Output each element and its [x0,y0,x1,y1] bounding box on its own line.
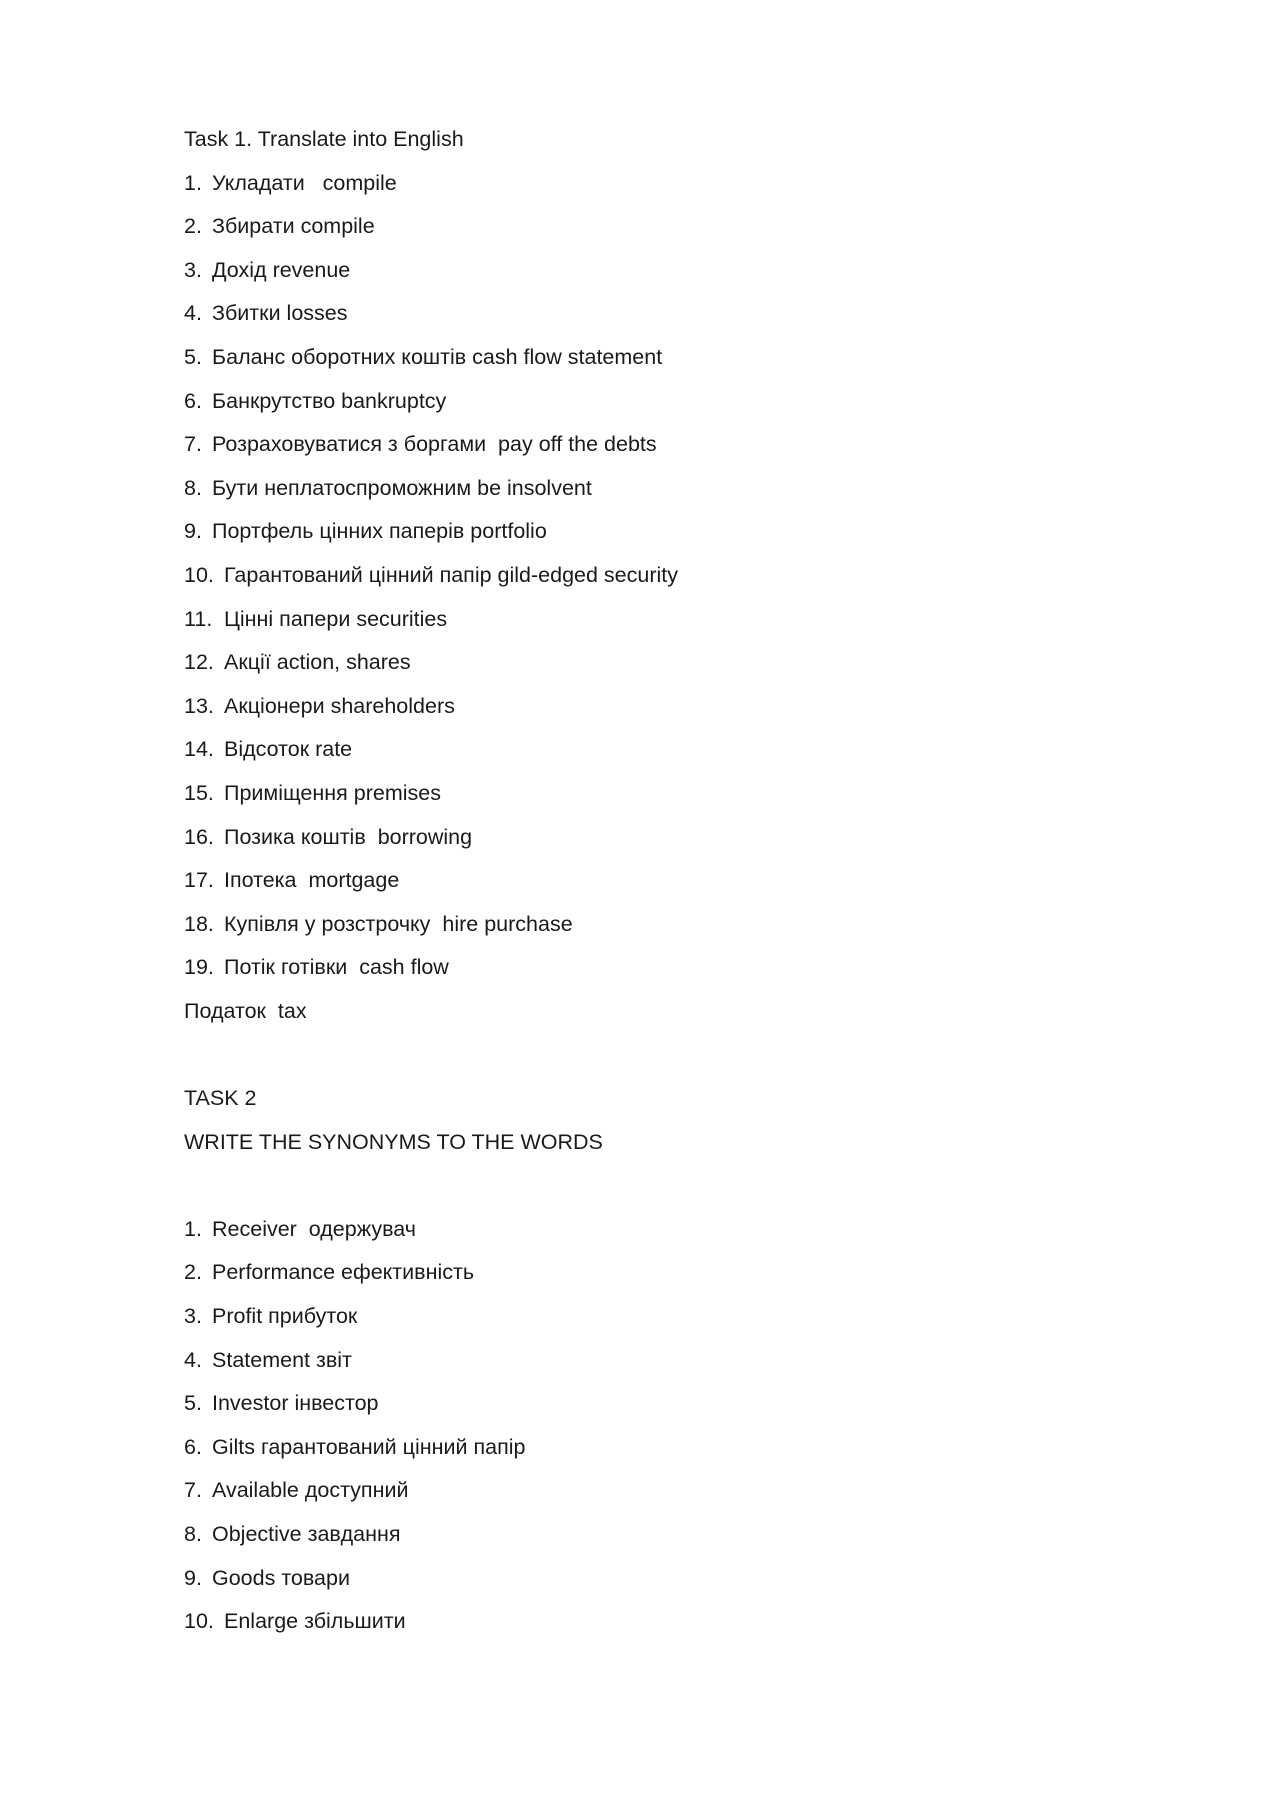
list-item-text: Цінні папери securities [224,606,448,631]
list-item-number: 2. [184,1260,202,1285]
task1-list [184,162,1084,990]
list-item-number: 3. [184,257,202,282]
list-item [184,510,1084,554]
list-item-text: Available доступний [212,1478,409,1503]
list-item-text: Збитки losses [212,301,348,326]
list-item [184,1382,1084,1426]
list-item [184,946,1084,990]
list-item [184,1339,1084,1383]
list-item [184,1426,1084,1470]
list-item-number: 4. [184,301,202,326]
list-item [184,336,1084,380]
list-item [184,380,1084,424]
list-item-number: 5. [184,344,202,369]
list-item-text: Укладати compile [212,170,397,195]
list-item-number: 12. [184,650,214,675]
list-item-number: 10. [184,562,214,587]
list-item-text: Performance ефективність [212,1260,475,1285]
list-item [184,1295,1084,1339]
list-item-text: Баланс оборотних коштів cash flow statement [212,344,663,369]
list-item-number: 8. [184,1522,202,1546]
task1-heading: Task 1. Translate into English [184,127,464,151]
list-item-number: 2. [184,214,202,239]
list-item-text: Розраховуватися з боргами pay off the debts [212,432,657,457]
list-item-number: 14. [184,737,214,762]
list-item-number: 3. [184,1304,202,1329]
list-item-text: Купівля у розстрочку hire purchase [224,911,573,936]
list-item-number: 19. [184,955,214,980]
list-item [184,423,1084,467]
list-item-number: 7. [184,432,202,457]
list-item-text: Портфель цінних паперів portfolio [212,519,547,544]
list-item-number: 11. [184,606,213,631]
list-item [184,859,1084,903]
list-item-text: Іпотека mortgage [224,868,400,893]
list-item [184,1557,1084,1601]
list-item-text: Goods товари [212,1565,350,1590]
list-item-text: Гарантований цінний папір gild-edged security [224,562,678,587]
list-item [184,598,1084,642]
list-item [184,162,1084,206]
list-item-number: 10. [184,1609,214,1634]
list-item-text: Акціонери shareholders [224,693,455,718]
list-item-text: Відсоток rate [224,737,353,762]
list-item-text: Investor інвестор [212,1391,379,1416]
list-item [184,205,1084,249]
list-item [184,728,1084,772]
list-item-number: 9. [184,519,202,544]
list-item-text: Statement звіт [212,1347,352,1372]
list-item-number: 6. [184,388,202,413]
list-item [184,903,1084,947]
list-item [184,249,1084,293]
list-item-text: Objective завдання [212,1522,401,1546]
list-item-number: 13. [184,693,214,718]
list-item [184,467,1084,511]
list-item [184,772,1084,816]
list-item-number: 15. [184,780,214,805]
list-item [184,1469,1084,1513]
list-item-text: Позика коштів borrowing [224,824,473,849]
list-item-text: Enlarge збільшити [224,1609,406,1634]
list-item-number: 1. [184,1216,202,1241]
list-item [184,816,1084,860]
list-item-number: 5. [184,1391,202,1416]
list-item-number: 6. [184,1434,202,1459]
list-item-text: Profit прибуток [212,1304,358,1329]
list-item-text: Потік готівки cash flow [224,955,449,980]
task2-list [184,1208,1084,1644]
list-item-text: Приміщення premises [224,780,441,805]
task2-heading: TASK 2 [184,1086,257,1111]
list-item-text: Бути неплатоспроможним be insolvent [212,475,592,500]
list-item-text: Акції action, shares [224,650,411,675]
list-item [184,685,1084,729]
list-item-text: Дохід revenue [212,257,351,282]
list-item-text: Receiver одержувач [212,1216,416,1241]
task1-trailing-item: Податок tax [184,998,307,1023]
list-item-number: 17. [184,868,214,893]
list-item-number: 1. [184,170,202,195]
list-item-text: Банкрутство bankruptcy [212,388,447,413]
list-item [184,1251,1084,1295]
list-item-text: Збирати compile [212,214,375,239]
blank-line [184,1033,1084,1077]
task2-subheading: WRITE THE SYNONYMS TO THE WORDS [184,1129,603,1154]
document-body [184,118,1084,1644]
blank-line [184,1164,1084,1208]
list-item-number: 7. [184,1478,202,1503]
list-item [184,641,1084,685]
list-item-number: 16. [184,824,214,849]
list-item-number: 18. [184,911,214,936]
list-item [184,1513,1084,1557]
list-item-number: 8. [184,475,202,500]
list-item [184,292,1084,336]
list-item-number: 4. [184,1347,202,1372]
list-item [184,1600,1084,1644]
list-item [184,554,1084,598]
list-item-text: Gilts гарантований цінний папір [212,1434,526,1459]
list-item-number: 9. [184,1565,202,1590]
list-item [184,1208,1084,1252]
